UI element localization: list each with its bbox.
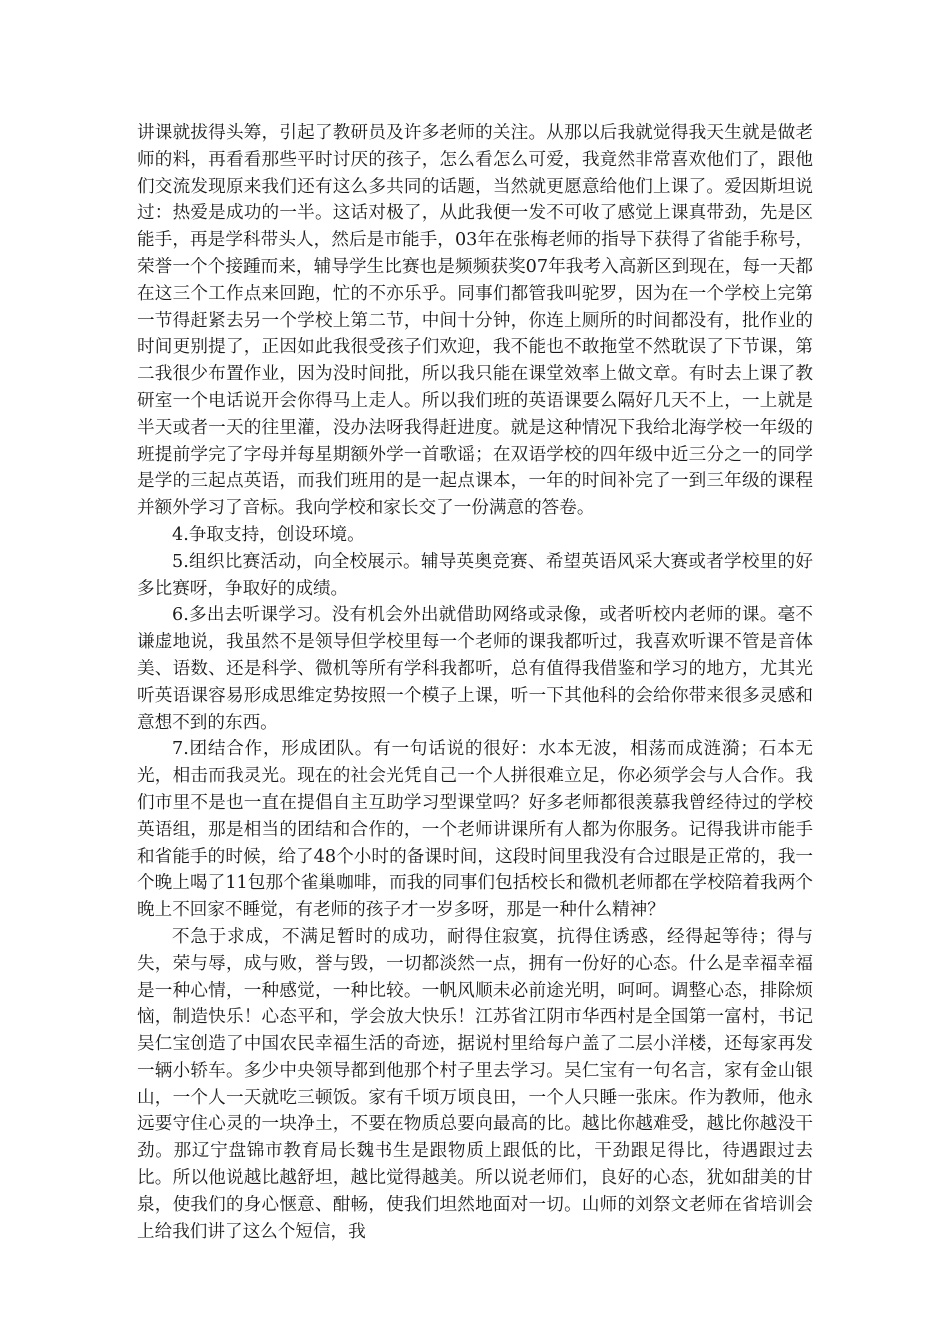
paragraph-1: 讲课就拔得头筹，引起了教研员及许多老师的关注。从那以后我就觉得我天生就是做老师的料，再看看那些平时讨厌的孩子，怎么看怎么可爱，我竟然非常喜欢他们了，跟他们交流发现原来我们还有这么多共同的话题，当然就更愿意给他们上课了。爱因斯坦说过：热爱是成功的一半。这话对极了，从此我便一发不可收了感觉上课真带劲，先是区能手，再是学科带头人，然后是市能手，03年在张梅老师的指导下获得了省能手称号，荣誉一个个接踵而来，辅导学生比赛也是频频获奖07年我考入高新区到现在，每一天都在这三个工作点来回跑，忙的不亦乐乎。同事们都管我叫驼罗，因为在一个学校上完第一节得赶紧去另一个学校上第二节，中间十分钟，你连上厕所的时间都没有，批作业的时间更别提了，正因如此我很受孩子们欢迎，我不能也不敢拖堂不然耽误了下节课，第二我很少布置作业，因为没时间批，所以我只能在课堂效率上做文章。有时去上课了教研室一个电话说开会你得马上走人。所以我们班的英语课要么隔好几天不上，一上就是半天或者一天的往里灌，没办法呀我得赶进度。就是这种情况下我给北海学校一年级的班提前学完了字母并每星期额外学一首歌谣；在双语学校的四年级中近三分之一的同学是学的三起点英语，而我们班用的是一起点课本，一年的时间补完了一到三年级的课程并额外学习了音标。我向学校和家长交了一份满意的答卷。 — [137, 123, 813, 519]
paragraph-5: 7.团结合作，形成团队。有一句话说的很好：水本无波，相荡而成涟漪；石本无光，相击而我灵光。现在的社会光凭自己一个人拼很难立足，你必须学会与人合作。我们市里不是也一直在提倡自主互助学习型课堂吗？好多老师都很羡慕我曾经待过的学校英语组，那是相当的团结和合作的，一个老师讲课所有人都为你服务。记得我讲市能手和省能手的时候，给了48个小时的备课时间，这段时间里我没有合过眼是正常的，我一个晚上喝了11包那个雀巢咖啡，而我的同事们包括校长和微机老师都在学校陪着我两个晚上不回家不睡觉，有老师的孩子才一岁多呀，那是一种什么精神？ — [137, 739, 813, 921]
paragraph-2: 4.争取支持，创设环境。 — [172, 524, 365, 545]
document-body — [137, 120, 813, 1245]
paragraph-6: 不急于求成，不满足暂时的成功，耐得住寂寞，抗得住诱惑，经得起等待；得与失，荣与辱，成与败，誉与毁，一切都淡然一点，拥有一份好的心态。什么是幸福幸福是一种心情，一种感觉，一种比较。一帆风顺未必前途光明，呵呵。调整心态，排除烦恼，制造快乐！心态平和，学会放大快乐！江苏省江阴市华西村是全国第一富村，书记吴仁宝创造了中国农民幸福生活的奇迹，据说村里给每户盖了二层小洋楼，还每家再发一辆小轿车。多少中央领导都到他那个村子里去学习。吴仁宝有一句名言，家有金山银山，一个人一天就吃三顿饭。家有千顷万顷良田，一个人只睡一张床。作为教师，他永远要守住心灵的一块净土，不要在物质总要向最高的比。越比你越难受，越比你越没干劲。那辽宁盘锦市教育局长魏书生是跟物质上跟低的比，干劲跟足得比，待遇跟过去比。所以他说越比越舒坦，越比觉得越美。所以说老师们，良好的心态，犹如甜美的甘泉，使我们的身心惬意、酣畅，使我们坦然地面对一切。山师的刘祭文老师在省培训会上给我们讲了这么个短信，我 — [137, 926, 813, 1242]
paragraph-3: 5.组织比赛活动，向全校展示。辅导英奥竞赛、希望英语风采大赛或者学校里的好多比赛呀，争取好的成绩。 — [137, 551, 813, 599]
paragraph-4: 6.多出去听课学习。没有机会外出就借助网络或录像，或者听校内老师的课。毫不谦虚地说，我虽然不是领导但学校里每一个老师的课我都听过，我喜欢听课不管是音体美、语数、还是科学、微机等所有学科我都听，总有值得我借鉴和学习的地方，尤其光听英语课容易形成思维定势按照一个模子上课，听一下其他科的会给你带来很多灵感和意想不到的东西。 — [137, 605, 813, 733]
